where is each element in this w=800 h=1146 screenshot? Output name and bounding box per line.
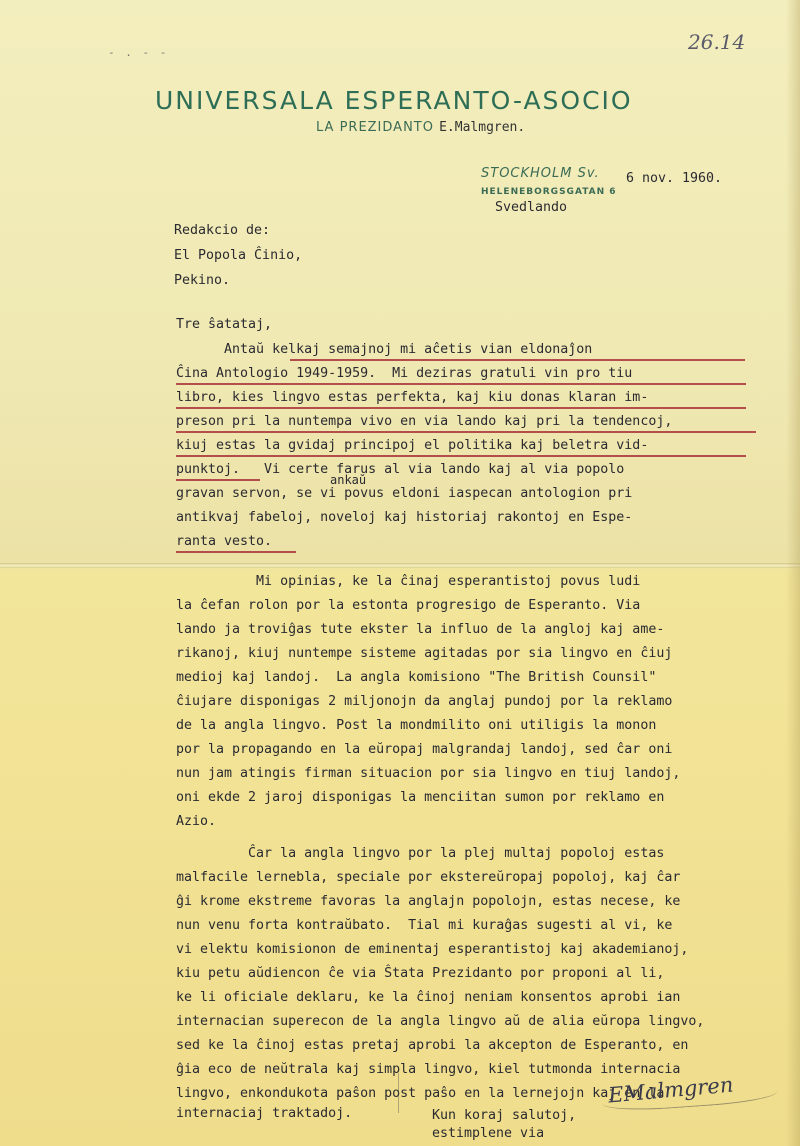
paragraph2-line: Azio. [176,814,217,829]
top-mark: - . - - [108,46,169,59]
letterhead-city: STOCKHOLM Sv. [481,166,600,181]
reference-number: 26.14 [688,30,746,54]
recipient-line: Pekino. [174,273,231,288]
paragraph3-line: malfacile lernebla, speciale por ekstereŭropaj popoloj, kaj ĉar [176,870,681,885]
letter-date: 6 nov. 1960. [626,171,723,186]
paragraph3-line: nun venu forta kontraŭbato. Tial mi kuraĝas sugesti al vi, ke [176,918,673,933]
salutation: Tre ŝatataj, [176,317,273,332]
red-underline [176,383,746,385]
recipient-line: El Popola Ĉinio, [174,248,303,263]
paragraph3-line: internaciaj traktadoj. [176,1106,353,1121]
correction-mark [398,1073,399,1113]
paragraph2-line: Mi opinias, ke la ĉinaj esperantistoj povus ludi [176,574,641,589]
paragraph3-line: ĝi krome ekstreme favoras la anglajn popolojn, estas necese, ke [176,894,681,909]
recipient-line: Redakcio de: [174,223,271,238]
paragraph3-line: kiu petu aŭdiencon ĉe via Ŝtata Prezidanto por proponi al li, [176,966,665,981]
paragraph2-line: la ĉefan rolon por la estonta progresigo de Esperanto. Via [176,598,641,613]
paragraph2-line: por la propagando en la eŭropaj malgrandaj landoj, sed ĉar oni [176,742,673,757]
paragraph1-line: gravan servon, se vi povus eldoni iaspecan antologion pri [176,486,633,501]
red-underline [290,359,745,361]
red-underline [176,479,260,481]
president-label: LA PREZIDANTO [316,120,434,135]
paragraph3-line: vi elektu komisionon de eminentaj esperantistoj kaj akademianoj, [176,942,689,957]
paragraph2-line: oni ekde 2 jaroj disponigas la menciitan sumon por reklamo en [176,790,665,805]
red-underline [176,431,756,433]
paragraph3-line: ĝia eco de neŭtrala kaj simpla lingvo, kiel tutmonda internacia [176,1062,681,1077]
paragraph1-line: Antaŭ kelkaj semajnoj mi aĉetis vian eldonaĵon [176,342,593,357]
paragraph3-line: ke li oficiale deklaru, ke la ĉinoj neniam konsentos aprobi ian [176,990,681,1005]
letterhead-street: HELENEBORGSGATAN 6 [481,187,617,197]
paragraph1-line: Ĉina Antologio 1949-1959. Mi deziras gratuli vin pro tiu [176,366,633,381]
handwritten-insert: ankaŭ [330,473,367,487]
letterhead-president [316,120,525,135]
paragraph1-line: preson pri la nuntempa vivo en via lando kaj pri la tendencoj, [176,414,673,429]
paragraph1-line: punktoj. Vi certe farus al via lando kaj al via popolo [176,462,625,477]
paragraph2-line: lando ja troviĝas tute ekster la influo de la angloj kaj ame- [176,622,665,637]
letter-country: Svedlando [495,200,568,215]
paragraph2-line: ĉiujare disponigas 2 miljonojn da anglaj pundoj por la reklamo [176,694,673,709]
paragraph1-line: ranta vesto. [176,534,273,549]
paragraph3-line: sed ke la ĉinoj estas pretaj aprobi la akcepton de Esperanto, en [176,1038,689,1053]
paragraph1-line: antikvaj fabeloj, noveloj kaj historiaj rakontoj en Espe- [176,510,633,525]
paragraph2-line: de la angla lingvo. Post la mondmilito oni utiligis la monon [176,718,657,733]
red-underline [176,551,296,553]
letterhead-organization: UNIVERSALA ESPERANTO-ASOCIO [155,86,633,115]
paragraph3-line: internacian superecon de la angla lingvo aŭ de alia eŭropa lingvo, [176,1014,705,1029]
paper-fold [0,563,800,568]
handwritten-signature: EMalmgren [607,1072,735,1108]
red-underline [176,455,746,457]
paragraph1-line: kiuj estas la gvidaj principoj el politika kaj beletra vid- [176,438,649,453]
closing-line: estimplene via [432,1126,545,1141]
paragraph3-line: lingvo, enkondukota paŝon post paŝo en la lernejojn kaj en la [176,1086,665,1101]
paragraph1-line: libro, kies lingvo estas perfekta, kaj kiu donas klaran im- [176,390,649,405]
paragraph3-line: Ĉar la angla lingvo por la plej multaj popoloj estas [176,846,665,861]
paragraph2-line: medioj kaj landoj. La angla komisiono "The British Counsil" [176,670,657,685]
red-underline [176,407,746,409]
president-name: E.Malmgren. [439,120,526,135]
paragraph2-line: rikanoj, kiuj nuntempe sisteme agitadas por sia lingvo en ĉiuj [176,646,673,661]
closing-line: Kun koraj salutoj, [432,1108,577,1123]
paragraph2-line: nun jam atingis firman situacion por sia lingvo en tiuj landoj, [176,766,681,781]
